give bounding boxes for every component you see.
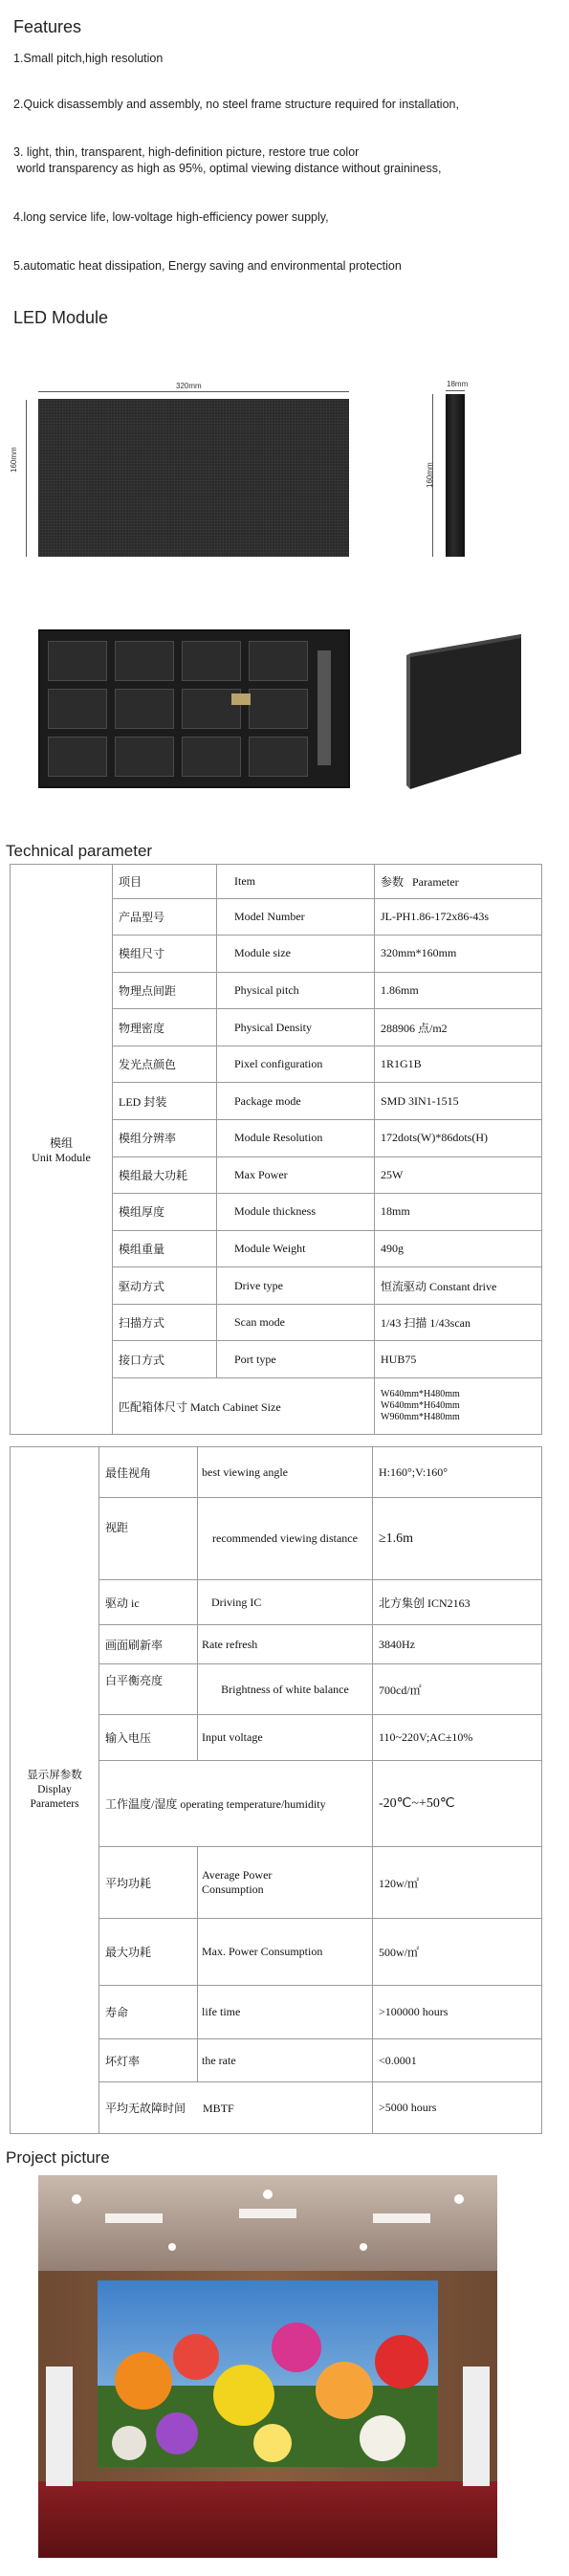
display-row-en: operating temperature/humidity (180, 1797, 326, 1811)
row-en: Model Number (217, 898, 375, 936)
cabinet-size-label: 匹配箱体尺寸 Match Cabinet Size (113, 1378, 375, 1435)
row-cn: 接口方式 (113, 1341, 217, 1378)
header-col3: 参数 Parameter (375, 865, 542, 899)
features-title: Features (13, 17, 82, 36)
display-group-label-en1: Display (37, 1784, 72, 1795)
row-cn: 模组重量 (113, 1230, 217, 1267)
display-row-cn: 工作温度/湿度 (105, 1797, 178, 1811)
row-val: 1/43 扫描 1/43scan (375, 1304, 542, 1341)
row-cn: 扫描方式 (113, 1304, 217, 1341)
display-row-en: life time (198, 1986, 373, 2039)
led-module-side-image (446, 394, 465, 557)
row-en: Port type (217, 1341, 375, 1378)
feature-item-3: 3. light, thin, transparent, high-definition picture, restore true color (13, 145, 360, 159)
unit-module-group-label (11, 865, 113, 1435)
row-en: Module thickness (217, 1194, 375, 1231)
display-row-cn: 最大功耗 (99, 1919, 198, 1986)
row-cn: 发光点颜色 (113, 1046, 217, 1083)
row-en: Physical Density (217, 1009, 375, 1046)
feature-item-5: 5.automatic heat dissipation, Energy saving and environmental protection (13, 259, 402, 273)
display-group-label (11, 1447, 99, 2134)
row-en: Module size (217, 936, 375, 973)
display-row-val: >5000 hours (373, 2082, 542, 2134)
display-row-cn: 视距 (99, 1498, 198, 1580)
row-en: Package mode (217, 1083, 375, 1120)
display-row-en: best viewing angle (198, 1447, 373, 1498)
row-en: Drive type (217, 1267, 375, 1305)
display-row-val: >100000 hours (373, 1986, 542, 2039)
row-val: HUB75 (375, 1341, 542, 1378)
cabinet-size-2: W640mm*H640mm (381, 1400, 460, 1412)
tech-title: Technical parameter (6, 842, 153, 860)
group-label-cn: 模组 (49, 1135, 73, 1150)
row-cn: LED 封装 (113, 1083, 217, 1120)
feature-item-3-cont: world transparency as high as 95%, optimal viewing distance without graininess, (13, 162, 442, 175)
display-row-val: 3840Hz (373, 1625, 542, 1664)
display-group-label-cn: 显示屏参数 (27, 1770, 82, 1781)
cabinet-size-values (375, 1378, 542, 1435)
display-group-label-en2: Parameters (30, 1798, 79, 1810)
display-row-cn: 最佳视角 (99, 1447, 198, 1498)
side-height-dimension-label: 160mm (426, 462, 434, 488)
row-val: 18mm (375, 1194, 542, 1231)
row-en: Module Weight (217, 1230, 375, 1267)
display-row-cn: 驱动 ic (99, 1580, 198, 1625)
row-en: Physical pitch (217, 972, 375, 1009)
row-val: 288906 点/m2 (375, 1009, 542, 1046)
header-col1: 项目 (113, 865, 217, 899)
header-col2: Item (217, 865, 375, 899)
display-row-en: recommended viewing distance (198, 1498, 373, 1580)
row-val: 320mm*160mm (375, 936, 542, 973)
width-dimension-line (38, 391, 349, 392)
row-val: 1.86mm (375, 972, 542, 1009)
display-row-en: Rate refresh (198, 1625, 373, 1664)
cabinet-size-1: W640mm*H480mm (381, 1389, 460, 1400)
row-val: 恒流驱动 Constant drive (375, 1267, 542, 1305)
row-val: 490g (375, 1230, 542, 1267)
display-row-cn-en (99, 1761, 373, 1847)
feature-item-1: 1.Small pitch,high resolution (13, 52, 164, 65)
display-row-val: 110~220V;AC±10% (373, 1715, 542, 1761)
display-row-val: -20℃~+50℃ (373, 1761, 542, 1847)
project-picture (38, 2175, 497, 2558)
display-params-table (10, 1446, 542, 2134)
group-label-en: Unit Module (32, 1150, 91, 1164)
display-row-cn: 平均功耗 (99, 1847, 198, 1919)
display-row-en: Max. Power Consumption (198, 1919, 373, 1986)
led-module-perspective-image (406, 634, 526, 789)
display-row-cn: 寿命 (99, 1986, 198, 2039)
width-dimension-label: 320mm (176, 382, 202, 390)
display-row-val: ≥1.6m (373, 1498, 542, 1580)
row-en: Scan mode (217, 1304, 375, 1341)
led-module-front-image (38, 399, 349, 557)
height-dimension-label: 160mm (10, 447, 18, 473)
display-row-en: Driving IC (198, 1580, 373, 1625)
row-cn: 产品型号 (113, 898, 217, 936)
cabinet-size-3: W960mm*H480mm (381, 1412, 460, 1423)
display-row-en: MBTF (203, 2102, 234, 2115)
row-cn: 模组厚度 (113, 1194, 217, 1231)
depth-dimension-label: 18mm (447, 380, 469, 388)
row-val: 25W (375, 1156, 542, 1194)
display-row-val: H:160°;V:160° (373, 1447, 542, 1498)
project-title: Project picture (6, 2148, 110, 2167)
display-row-cn-en (99, 2082, 373, 2134)
row-val: SMD 3IN1-1515 (375, 1083, 542, 1120)
feature-item-4: 4.long service life, low-voltage high-efficiency power supply, (13, 210, 329, 224)
display-row-val: 120w/㎡ (373, 1847, 542, 1919)
row-en: Max Power (217, 1156, 375, 1194)
display-row-cn: 画面刷新率 (99, 1625, 198, 1664)
row-en: Module Resolution (217, 1120, 375, 1157)
display-row-en: Average Power Consumption (198, 1847, 373, 1919)
display-row-cn: 坏灯率 (99, 2039, 198, 2082)
row-cn: 模组最大功耗 (113, 1156, 217, 1194)
display-row-cn: 白平衡亮度 (99, 1664, 198, 1715)
led-module-title: LED Module (13, 308, 109, 327)
row-cn: 模组尺寸 (113, 936, 217, 973)
row-cn: 物理密度 (113, 1009, 217, 1046)
display-row-cn: 输入电压 (99, 1715, 198, 1761)
display-row-en: Brightness of white balance (198, 1664, 373, 1715)
height-dimension-line (26, 400, 27, 557)
row-en: Pixel configuration (217, 1046, 375, 1083)
led-module-back-image (38, 629, 350, 788)
row-cn: 模组分辨率 (113, 1120, 217, 1157)
display-row-val: <0.0001 (373, 2039, 542, 2082)
unit-module-table (10, 864, 542, 1435)
row-cn: 物理点间距 (113, 972, 217, 1009)
feature-item-2: 2.Quick disassembly and assembly, no steel frame structure required for installation, (13, 98, 459, 111)
display-row-cn: 平均无故障时间 (105, 2102, 186, 2115)
row-cn: 驱动方式 (113, 1267, 217, 1305)
display-row-en: the rate (198, 2039, 373, 2082)
depth-dimension-line (446, 390, 465, 391)
display-row-val: 500w/㎡ (373, 1919, 542, 1986)
display-row-val: 北方集创 ICN2163 (373, 1580, 542, 1625)
row-val: 172dots(W)*86dots(H) (375, 1120, 542, 1157)
display-row-val: 700cd/㎡ (373, 1664, 542, 1715)
row-val: 1R1G1B (375, 1046, 542, 1083)
row-val: JL-PH1.86-172x86-43s (375, 898, 542, 936)
display-row-en: Input voltage (198, 1715, 373, 1761)
